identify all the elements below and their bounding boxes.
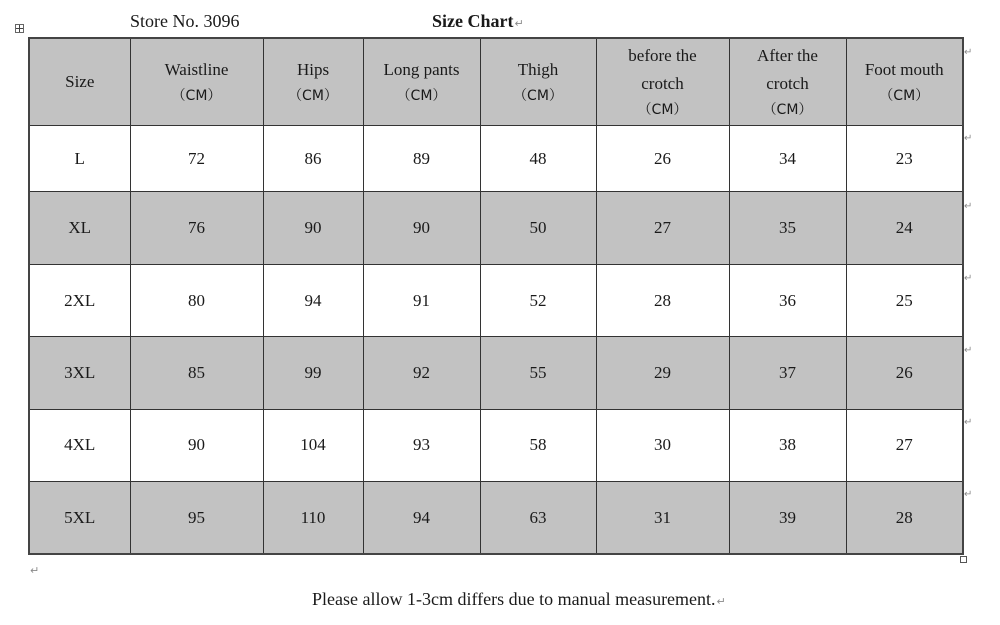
row-end-mark-icon: ↵ [964, 345, 973, 356]
cell-waistline: 80 [130, 264, 263, 336]
cell-hips: 99 [263, 337, 363, 409]
paragraph-mark-icon: ↵ [30, 564, 40, 577]
cell-after-crotch: 35 [729, 192, 846, 264]
row-end-mark-icon: ↵ [964, 489, 973, 500]
paragraph-mark-icon: ↵ [716, 595, 726, 608]
cell-hips: 110 [263, 482, 363, 554]
cell-size: L [29, 126, 130, 192]
cell-waistline: 85 [130, 337, 263, 409]
cell-foot-mouth: 27 [846, 409, 963, 481]
cell-long-pants: 91 [363, 264, 480, 336]
cell-long-pants: 92 [363, 337, 480, 409]
cell-foot-mouth: 26 [846, 337, 963, 409]
cell-before-crotch: 28 [596, 264, 729, 336]
row-end-mark-icon: ↵ [964, 273, 973, 284]
cell-hips: 90 [263, 192, 363, 264]
cell-thigh: 63 [480, 482, 596, 554]
store-number: Store No. 3096 [130, 11, 240, 31]
cell-before-crotch: 31 [596, 482, 729, 554]
cell-size: 3XL [29, 337, 130, 409]
cell-hips: 94 [263, 264, 363, 336]
cell-after-crotch: 39 [729, 482, 846, 554]
cell-after-crotch: 36 [729, 264, 846, 336]
cell-long-pants: 94 [363, 482, 480, 554]
cell-size: 5XL [29, 482, 130, 554]
table-row [29, 409, 963, 481]
cell-before-crotch: 27 [596, 192, 729, 264]
cell-thigh: 58 [480, 409, 596, 481]
paragraph-mark-icon: ↵ [514, 17, 524, 30]
table-row [29, 482, 963, 554]
row-end-mark-icon: ↵ [964, 201, 973, 212]
cell-thigh: 48 [480, 126, 596, 192]
column-header-waistline: Waistline （CM） [130, 38, 263, 126]
row-end-mark-icon: ↵ [964, 133, 973, 144]
cell-thigh: 55 [480, 337, 596, 409]
table-header-row [29, 38, 963, 126]
column-header-before-crotch: before the crotch （CM） [596, 38, 729, 126]
cell-waistline: 72 [130, 126, 263, 192]
cell-waistline: 95 [130, 482, 263, 554]
cell-foot-mouth: 25 [846, 264, 963, 336]
cell-waistline: 76 [130, 192, 263, 264]
row-end-marks [964, 37, 976, 555]
cell-hips: 86 [263, 126, 363, 192]
row-end-mark-icon: ↵ [964, 417, 973, 428]
measurement-note: Please allow 1-3cm differs due to manual measurement.↵ [312, 589, 726, 609]
cell-thigh: 52 [480, 264, 596, 336]
cell-size: XL [29, 192, 130, 264]
table-row [29, 126, 963, 192]
cell-before-crotch: 30 [596, 409, 729, 481]
size-chart-table [28, 37, 964, 555]
cell-waistline: 90 [130, 409, 263, 481]
column-header-size: Size [29, 38, 130, 126]
column-header-long-pants: Long pants （CM） [363, 38, 480, 126]
column-header-foot-mouth: Foot mouth （CM） [846, 38, 963, 126]
table-move-handle-icon[interactable] [15, 24, 24, 33]
cell-after-crotch: 38 [729, 409, 846, 481]
cell-thigh: 50 [480, 192, 596, 264]
page-title: Size Chart↵ [432, 11, 524, 31]
cell-hips: 104 [263, 409, 363, 481]
table-row [29, 192, 963, 264]
cell-before-crotch: 29 [596, 337, 729, 409]
column-header-thigh: Thigh （CM） [480, 38, 596, 126]
column-header-after-crotch: After the crotch （CM） [729, 38, 846, 126]
column-header-hips: Hips （CM） [263, 38, 363, 126]
cell-foot-mouth: 28 [846, 482, 963, 554]
cell-size: 2XL [29, 264, 130, 336]
cell-foot-mouth: 24 [846, 192, 963, 264]
row-end-mark-icon: ↵ [964, 47, 973, 58]
cell-long-pants: 93 [363, 409, 480, 481]
cell-long-pants: 90 [363, 192, 480, 264]
table-row [29, 264, 963, 336]
table-row [29, 337, 963, 409]
cell-before-crotch: 26 [596, 126, 729, 192]
cell-long-pants: 89 [363, 126, 480, 192]
cell-size: 4XL [29, 409, 130, 481]
cell-foot-mouth: 23 [846, 126, 963, 192]
cell-after-crotch: 34 [729, 126, 846, 192]
table-resize-handle-icon[interactable] [960, 556, 967, 563]
cell-after-crotch: 37 [729, 337, 846, 409]
